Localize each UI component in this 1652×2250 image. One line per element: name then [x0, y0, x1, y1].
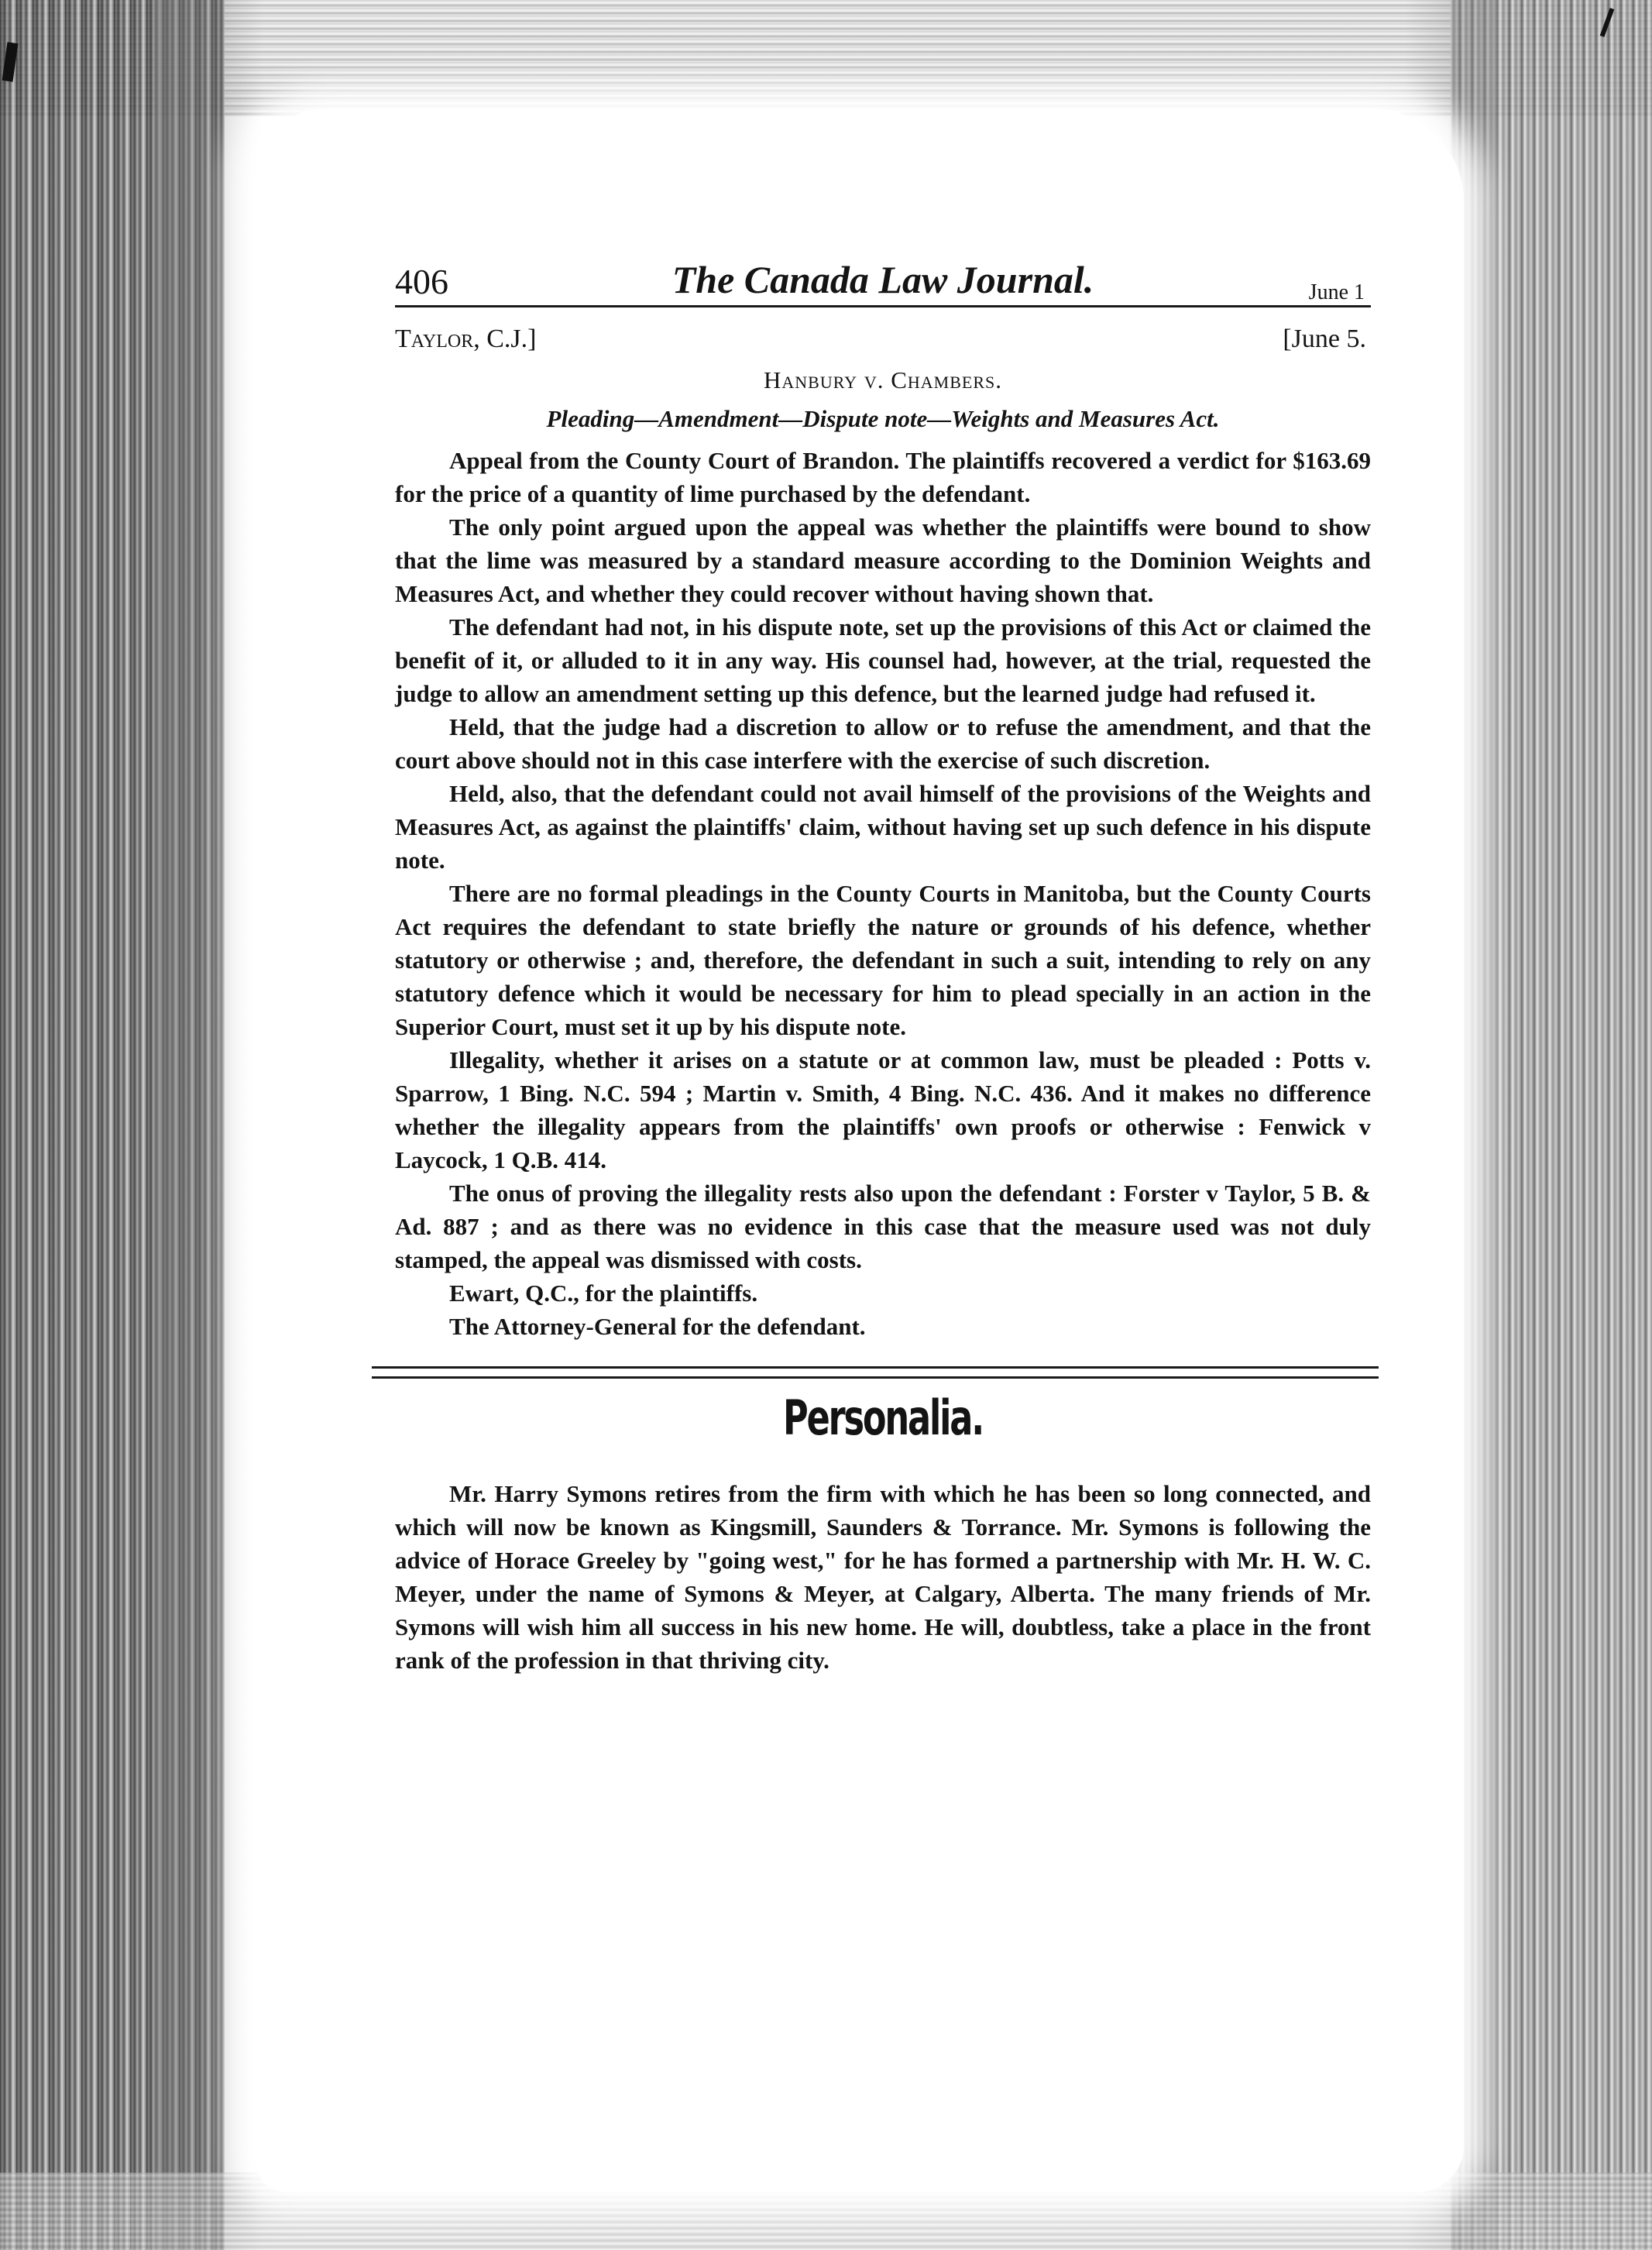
page-content — [395, 256, 1371, 1677]
counsel-line: The Attorney-General for the defendant. — [449, 1313, 866, 1340]
counsel-line: Ewart, Q.C., for the plaintiffs. — [449, 1280, 758, 1307]
case-headnote: Pleading—Amendment—Dispute note—Weights and Measures Act. — [546, 405, 1220, 432]
running-head — [395, 256, 1371, 307]
case-title: Hanbury v. Chambers. — [764, 366, 1002, 393]
personalia-heading: Personalia. — [782, 1390, 984, 1446]
case-paragraph: Held, also, that the defendant could not avail himself of the provisions of the Weights and Measures Act, as against the plaintiffs' claim, without having set up such defence in his dispute note. — [395, 780, 1371, 874]
personalia-paragraph: Mr. Harry Symons retires from the firm with which he has been so long connected, and which will now be known as Kingsmill, Saunders & Torrance. Mr. Symons is following the advice of Horace Greeley by "going west," for he has formed a partnership with Mr. H. W. C. Meyer, under the name of Symons & Meyer, at Calgary, Alberta. The many friends of Mr. Symons will wish him all success in his new home. He will, doubtless, take a place in the front rank of the profession in that thriving city. — [395, 1480, 1371, 1674]
case-paragraph: The onus of proving the illegality rests also upon the defendant : Forster v Taylor, 5 B. & Ad. 887 ; and as there was no evidence in this case that the measure used was not duly stamped, the appeal was dismissed with costs. — [395, 1180, 1371, 1273]
section-divider — [372, 1366, 1379, 1379]
journal-title: The Canada Law Journal. — [671, 258, 1094, 301]
issue-date: June 1 — [1308, 280, 1365, 304]
page-number: 406 — [395, 262, 448, 301]
case-paragraph: The defendant had not, in his dispute note, set up the provisions of this Act or claimed the benefit of it, or alluded to it in any way. His counsel had, however, at the trial, requested the judge to allow an amendment setting up this defence, but the learned judge had refused it. — [395, 613, 1371, 707]
case-paragraph: Held, that the judge had a discretion to allow or to refuse the amendment, and that the court above should not in this case interfere with the exercise of such discretion. — [395, 713, 1371, 774]
court-line — [395, 325, 1371, 365]
scan-edge-left-shadow — [155, 0, 263, 2250]
judge-name: Taylor, C.J.] — [395, 325, 537, 353]
decision-date: [June 5. — [1283, 325, 1366, 353]
case-paragraph: The only point argued upon the appeal was whether the plaintiffs were bound to show that the lime was measured by a standard measure according to the Dominion Weights and Measures Act, and whether they could recover without having shown that. — [395, 514, 1371, 607]
case-paragraph: There are no formal pleadings in the County Courts in Manitoba, but the County Courts Act requires the defendant to state briefly the nature or grounds of his defence, whether statutory or otherwise ; and, therefore, the defendant in such a suit, intending to rely on any statutory defence which it would be necessary for him to plead specially in an action in the Superior Court, must set it up by his dispute note. — [395, 880, 1371, 1040]
case-paragraph: Appeal from the County Court of Brandon. The plaintiffs recovered a verdict for $163.69 for the price of a quantity of lime purchased by the defendant. — [395, 447, 1371, 507]
case-paragraph: Illegality, whether it arises on a statute or at common law, must be pleaded : Potts v. Sparrow, 1 Bing. N.C. 594 ; Martin v. Smith, 4 Bing. N.C. 436. And it makes no difference whether the illegality appears from the plaintiffs' own proofs or otherwise : Fenwick v Laycock, 1 Q.B. 414. — [395, 1046, 1371, 1173]
